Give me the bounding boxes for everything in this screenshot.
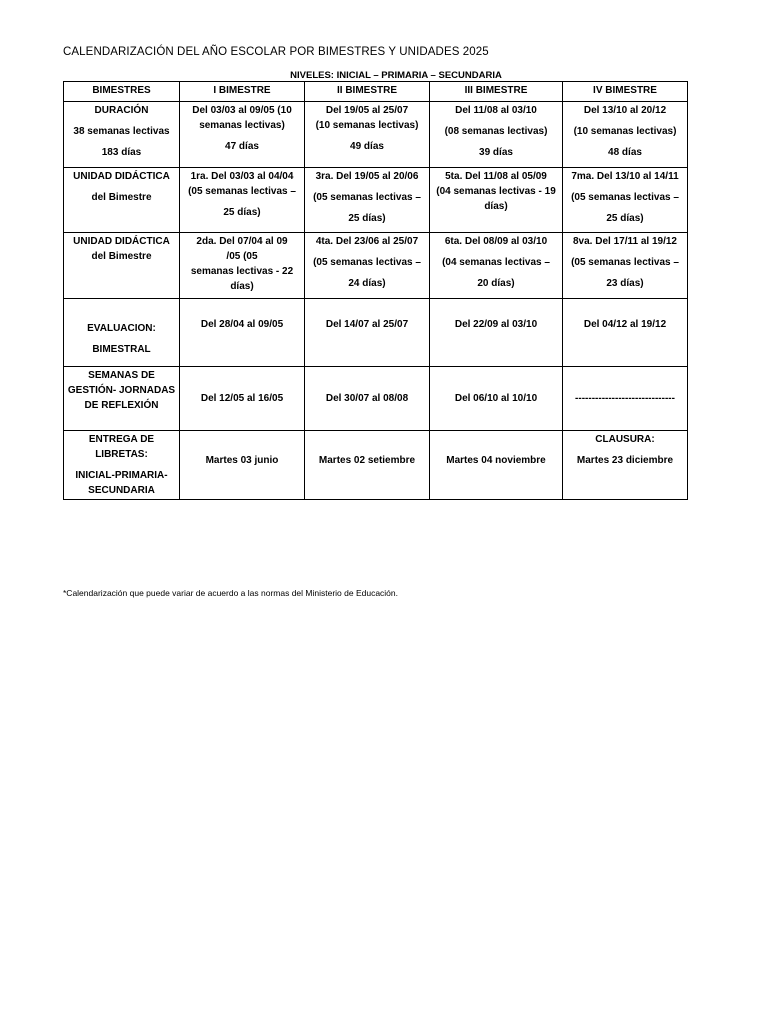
cell-line: días) — [484, 201, 508, 212]
label-line: EVALUACION: — [87, 323, 156, 334]
row-label-unidad-2 — [64, 233, 180, 299]
label-line: UNIDAD DIDÁCTICA — [73, 171, 170, 182]
cell-line: 3ra. Del 19/05 al 20/06 — [315, 171, 419, 182]
cell-line: 5ta. Del 11/08 al 05/09 — [445, 171, 547, 182]
cell-line: 48 días — [608, 147, 642, 158]
cell-line: Martes 23 diciembre — [576, 455, 674, 466]
row-label-evaluacion — [64, 299, 180, 367]
gestion-iv: ------------------------------ — [563, 367, 688, 431]
row-label-gestion — [64, 367, 180, 431]
libretas-i: Martes 03 junio — [180, 431, 305, 500]
cell-line: 2da. Del 07/04 al 09 — [196, 236, 288, 247]
cell-line: Del 19/05 al 25/07 — [325, 105, 409, 116]
unidad-4ta — [305, 233, 430, 299]
calendar-table — [63, 81, 688, 500]
cell-line: (10 semanas lectivas) — [573, 126, 677, 137]
duracion-i — [180, 102, 305, 168]
header-bimestres: BIMESTRES — [64, 82, 180, 102]
unidad-7ma — [563, 168, 688, 233]
cell-line: 25 días) — [223, 207, 261, 218]
header-iv-bimestre: IV BIMESTRE — [563, 82, 688, 102]
label-line: del Bimestre — [91, 192, 152, 203]
cell-line: 20 días) — [477, 278, 515, 289]
unidad-1ra — [180, 168, 305, 233]
cell-line: (04 semanas lectivas – — [442, 257, 550, 268]
clausura-label: CLAUSURA: — [595, 434, 655, 445]
unidad-2da — [180, 233, 305, 299]
gestion-i: Del 12/05 al 16/05 — [180, 367, 305, 431]
table-row-duracion — [64, 102, 688, 168]
cell-line: 1ra. Del 03/03 al 04/04 — [190, 171, 294, 182]
header-iii-bimestre: III BIMESTRE — [430, 82, 563, 102]
label-line: BIMESTRAL — [92, 344, 151, 355]
row-label-libretas — [64, 431, 180, 500]
cell-line: (10 semanas lectivas) — [315, 120, 419, 131]
gestion-iii: Del 06/10 al 10/10 — [430, 367, 563, 431]
table-row-evaluacion — [64, 299, 688, 367]
cell-line: días) — [230, 281, 254, 292]
cell-line: 39 días — [479, 147, 513, 158]
table-row-unidad-1 — [64, 168, 688, 233]
table-row-libretas — [64, 431, 688, 500]
cell-line: 6ta. Del 08/09 al 03/10 — [444, 236, 548, 247]
row-label-unidad-1 — [64, 168, 180, 233]
cell-line: semanas lectivas) — [199, 120, 285, 131]
header-ii-bimestre: II BIMESTRE — [305, 82, 430, 102]
label-line: DURACIÓN — [94, 105, 149, 116]
row-label-duracion — [64, 102, 180, 168]
label-line: DE REFLEXIÓN — [84, 400, 159, 411]
cell-line: 23 días) — [606, 278, 644, 289]
cell-line: 24 días) — [348, 278, 386, 289]
evaluacion-i: Del 28/04 al 09/05 — [180, 299, 305, 367]
label-line: del Bimestre — [91, 251, 152, 262]
cell-line: (05 semanas lectivas – — [188, 186, 296, 197]
cell-line: (05 semanas lectivas – — [313, 257, 421, 268]
unidad-5ta — [430, 168, 563, 233]
cell-line: (05 semanas lectivas – — [313, 192, 421, 203]
duracion-ii — [305, 102, 430, 168]
unidad-6ta — [430, 233, 563, 299]
cell-line: (08 semanas lectivas) — [444, 126, 548, 137]
evaluacion-iv: Del 04/12 al 19/12 — [563, 299, 688, 367]
evaluacion-ii: Del 14/07 al 25/07 — [305, 299, 430, 367]
cell-line: 4ta. Del 23/06 al 25/07 — [315, 236, 419, 247]
label-line: 183 días — [101, 147, 142, 158]
label-line: UNIDAD DIDÁCTICA — [73, 236, 170, 247]
cell-line: Del 03/03 al 09/05 (10 — [192, 105, 292, 116]
cell-line: /05 (05 — [226, 251, 258, 262]
cell-line: 49 días — [350, 141, 384, 152]
evaluacion-iii: Del 22/09 al 03/10 — [430, 299, 563, 367]
label-line: SEMANAS DE — [88, 370, 155, 381]
cell-line: 25 días) — [348, 213, 386, 224]
footnote: *Calendarización que puede variar de acuerdo a las normas del Ministerio de Educación. — [63, 588, 399, 598]
cell-line: (05 semanas lectivas – — [571, 192, 679, 203]
cell-line: 8va. Del 17/11 al 19/12 — [573, 236, 677, 247]
header-i-bimestre: I BIMESTRE — [180, 82, 305, 102]
label-line: SECUNDARIA — [88, 485, 155, 496]
duracion-iii — [430, 102, 563, 168]
libretas-ii: Martes 02 setiembre — [305, 431, 430, 500]
cell-line: semanas lectivas - 22 — [190, 266, 294, 277]
label-line: ENTREGA DE LIBRETAS: — [88, 434, 155, 460]
libretas-iii: Martes 04 noviembre — [430, 431, 563, 500]
duracion-iv — [563, 102, 688, 168]
libretas-iv — [563, 431, 688, 500]
table-header-row — [64, 82, 688, 102]
cell-line: (05 semanas lectivas – — [571, 257, 679, 268]
document-subtitle: NIVELES: INICIAL – PRIMARIA – SECUNDARIA — [290, 70, 502, 81]
table-row-unidad-2 — [64, 233, 688, 299]
cell-line: 7ma. Del 13/10 al 14/11 — [571, 171, 679, 182]
cell-line: 47 días — [225, 141, 259, 152]
document-title: CALENDARIZACIÓN DEL AÑO ESCOLAR POR BIMESTRES Y UNIDADES 2025 — [63, 46, 489, 58]
table-row-gestion — [64, 367, 688, 431]
label-line: 38 semanas lectivas — [73, 126, 170, 137]
cell-line: 25 días) — [606, 213, 644, 224]
cell-line: Del 13/10 al 20/12 — [583, 105, 667, 116]
cell-line: (04 semanas lectivas - 19 — [436, 186, 556, 197]
label-line: GESTIÓN- JORNADAS — [67, 385, 176, 396]
label-line: INICIAL-PRIMARIA- — [75, 470, 168, 481]
unidad-3ra — [305, 168, 430, 233]
gestion-ii: Del 30/07 al 08/08 — [305, 367, 430, 431]
unidad-8va — [563, 233, 688, 299]
cell-line: Del 11/08 al 03/10 — [455, 105, 537, 116]
